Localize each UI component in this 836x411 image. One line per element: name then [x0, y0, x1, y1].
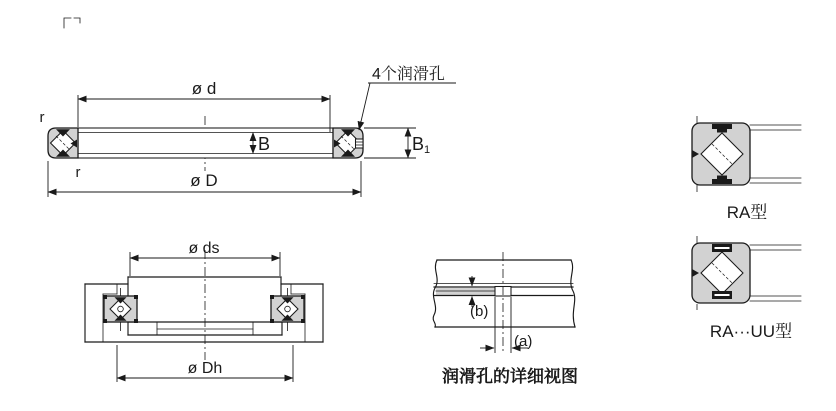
break-line-right: [571, 260, 575, 327]
mount-bearing-right: [270, 295, 305, 323]
dim-housing-bore: [117, 345, 293, 382]
lube-hole-detail-view: [433, 252, 578, 386]
dim-outer-ring-width: [364, 128, 430, 158]
dim-b: [467, 276, 488, 320]
ring-section-right: [333, 128, 363, 158]
dim-b1-label: B1: [412, 134, 431, 156]
type-icon-ra: [692, 116, 801, 222]
groove-shading: [436, 288, 495, 295]
ra-uu-seal-top: [712, 244, 732, 252]
dim-ds-label: ø ds: [188, 240, 220, 257]
type-icon-ra-uu: [692, 236, 801, 341]
ring-section-left: [48, 128, 78, 158]
type-ra-uu-label: RA···UU型: [709, 322, 793, 341]
fillet-r-bottom-label: r: [75, 164, 81, 181]
shaft-flange: [128, 277, 281, 322]
corner-marks: [64, 18, 80, 28]
mount-bearing-left: [103, 295, 138, 323]
lube-hole: [356, 139, 364, 148]
dim-inner-diameter-label: ø d: [191, 79, 217, 98]
dim-b-label: B: [258, 134, 271, 154]
dim-outer-diameter-label: ø D: [190, 171, 218, 190]
dim-dh-label: ø Dh: [187, 360, 223, 377]
dim-inner-diameter: [78, 79, 330, 132]
lube-holes-callout: [359, 65, 456, 130]
dim-a-label: (a): [514, 333, 533, 350]
dim-b-label: (b): [470, 303, 489, 320]
mounting-view: [85, 240, 323, 382]
fillet-r-top-label: r: [39, 109, 45, 126]
ra-uu-seal-bottom: [712, 291, 732, 299]
lube-holes-note: 4个润滑孔: [372, 66, 445, 83]
bearing-side-view: [40, 65, 457, 197]
type-ra-label: RA型: [726, 203, 768, 222]
dim-outer-diameter: [48, 161, 361, 197]
detail-caption: 润滑孔的详细视图: [442, 367, 578, 386]
